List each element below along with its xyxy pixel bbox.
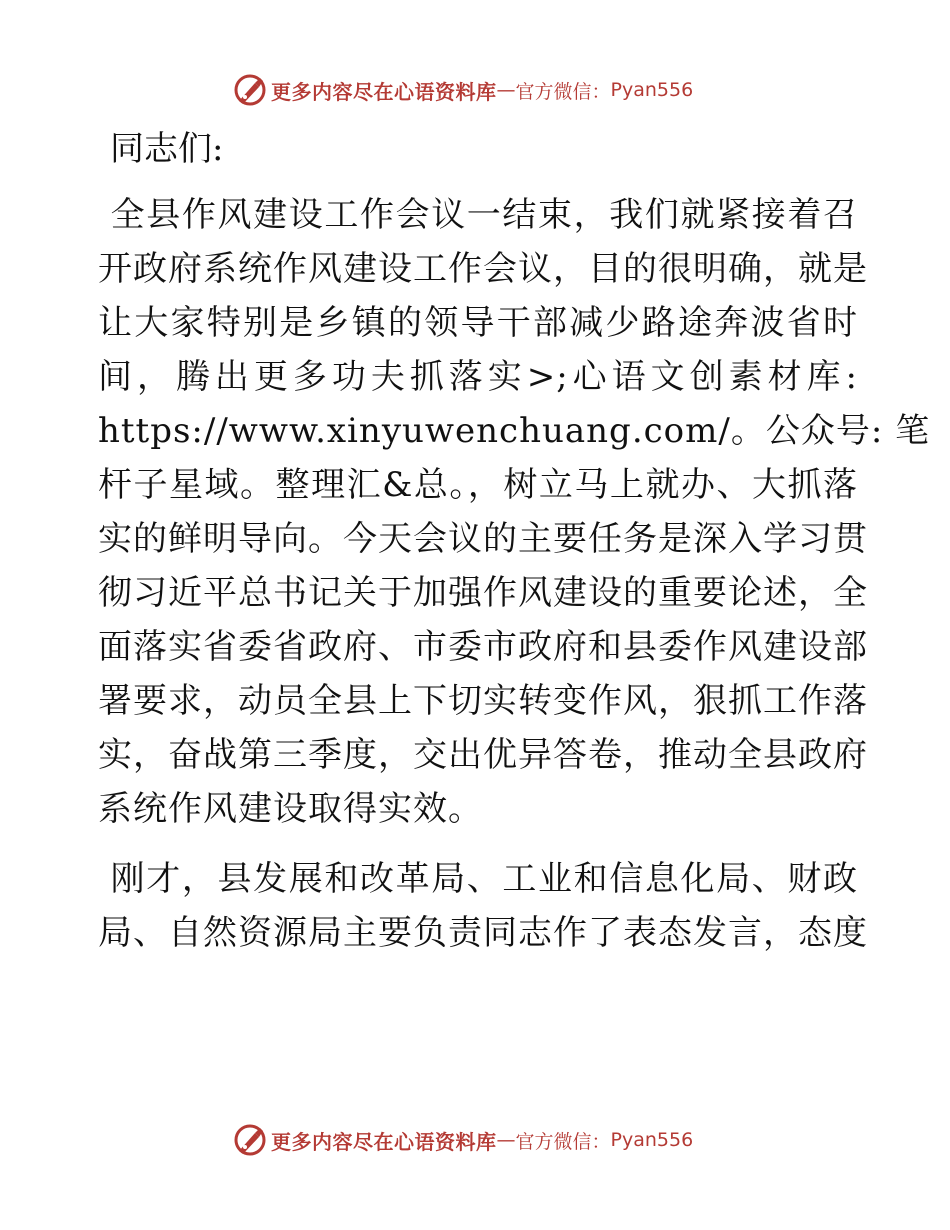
watermark-wechat-label: 官方微信： bbox=[515, 80, 611, 103]
paragraph-1-line: 署要求，动员全县上下切实转变作风，狠抓工作落 bbox=[98, 681, 868, 721]
paragraph-1-line: 全县作风建设工作会议一结束，我们就紧接着召 bbox=[110, 195, 858, 235]
paragraph-1-line: 实的鲜明导向。今天会议的主要任务是深入学习贯 bbox=[98, 519, 868, 559]
pen-logo-icon bbox=[233, 73, 267, 107]
paragraph-1-line: 间，腾出更多功夫抓落实>;心语文创素材库: bbox=[98, 357, 858, 397]
paragraph-1-line: 面落实省委省政府、市委市政府和县委作风建设部 bbox=[98, 627, 868, 667]
footer-watermark bbox=[233, 1122, 693, 1158]
watermark-wechat-label: 官方微信： bbox=[515, 1130, 611, 1153]
watermark-separator: — bbox=[496, 79, 516, 101]
paragraph-1 bbox=[98, 188, 931, 836]
watermark-main-text: 更多内容尽在心语资料库 bbox=[271, 79, 497, 104]
paragraph-2 bbox=[98, 852, 868, 960]
paragraph-1-line: 杆子星域。整理汇&总。，树立马上就办、大抓落 bbox=[98, 465, 858, 505]
paragraph-1-line: 开政府系统作风建设工作会议，目的很明确，就是 bbox=[98, 249, 868, 289]
paragraph-1-line: 彻习近平总书记关于加强作风建设的重要论述，全 bbox=[98, 573, 868, 613]
paragraph-1-line: 实，奋战第三季度，交出优异答卷，推动全县政府 bbox=[98, 735, 868, 775]
salutation: 同志们: bbox=[110, 129, 224, 169]
paragraph-1-line: 系统作风建设取得实效。 bbox=[98, 789, 483, 829]
paragraph-2-line: 刚才，县发展和改革局、工业和信息化局、财政 bbox=[110, 859, 858, 899]
watermark-separator: — bbox=[496, 1129, 516, 1151]
watermark-main-text: 更多内容尽在心语资料库 bbox=[271, 1129, 497, 1154]
paragraph-1-line: https://www.xinyuwenchuang.com/。公众号: 笔 bbox=[98, 411, 931, 451]
watermark-wechat-id: Pyan556 bbox=[610, 79, 694, 101]
document-body bbox=[98, 122, 931, 976]
paragraph-2-line: 局、自然资源局主要负责同志作了表态发言，态度 bbox=[98, 913, 868, 953]
pen-logo-icon bbox=[233, 1123, 267, 1157]
watermark-wechat-id: Pyan556 bbox=[610, 1129, 694, 1151]
header-watermark bbox=[233, 72, 693, 108]
paragraph-1-line: 让大家特别是乡镇的领导干部减少路途奔波省时 bbox=[98, 303, 858, 343]
